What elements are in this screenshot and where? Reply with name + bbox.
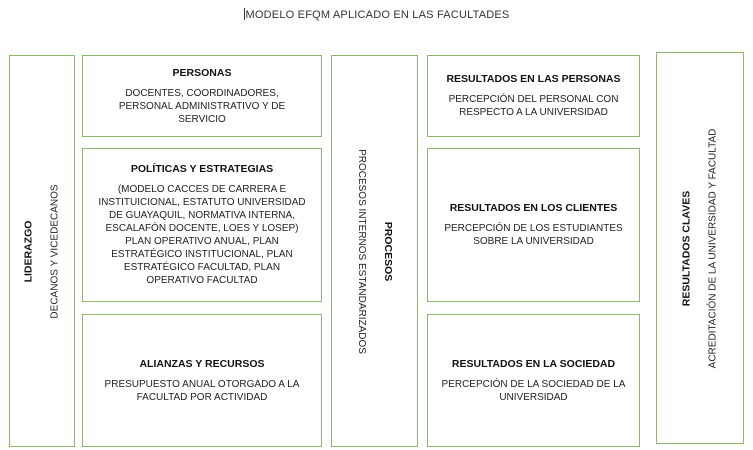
procesos-box	[331, 55, 418, 447]
procesos-text: PROCESOS INTERNOS ESTANDARIZADOS	[356, 148, 367, 354]
alianzas-text: PRESUPUESTO ANUAL OTORGADO A LA FACULTAD POR ACTIVIDAD	[104, 378, 300, 403]
liderazgo-box	[9, 55, 75, 447]
resultados-sociedad-box	[427, 314, 640, 447]
resultados-clientes-box	[427, 148, 640, 302]
liderazgo-text: DECANOS Y VICEDECANOS	[49, 183, 61, 319]
procesos-content	[355, 149, 394, 354]
resultados-claves-box	[656, 52, 744, 444]
alianzas-box	[82, 314, 322, 447]
procesos-heading: PROCESOS	[382, 221, 394, 281]
resultados-claves-text: ACREDITACIÓN DE LA UNIVERSIDAD Y FACULTAD	[707, 128, 719, 368]
resultados-claves-heading: RESULTADOS CLAVES	[680, 190, 693, 306]
liderazgo-heading: LIDERAZGO	[22, 220, 35, 282]
resultados-clientes-text: PERCEPCIÓN DE LOS ESTUDIANTES SOBRE LA UNIVERSIDAD	[444, 223, 623, 247]
personas-text: DOCENTES, COORDINADORES, PERSONAL ADMINISTRATIVO Y DE SERVICIO	[118, 87, 286, 125]
resultados-personas-heading: RESULTADOS EN LAS PERSONAS	[446, 73, 621, 85]
diagram-title	[0, 8, 753, 21]
politicas-heading: POLÍTICAS Y ESTRATEGIAS	[130, 163, 274, 175]
resultados-claves-content	[681, 128, 720, 368]
resultados-sociedad-heading: RESULTADOS EN LA SOCIEDAD	[451, 357, 616, 370]
resultados-personas-text: PERCEPCIÓN DEL PERSONAL CON RESPECTO A LA UNIVERSIDAD	[448, 94, 619, 118]
resultados-personas-box	[427, 55, 640, 137]
personas-heading: PERSONAS	[172, 66, 232, 79]
politicas-box	[82, 148, 322, 302]
personas-box	[82, 55, 322, 137]
resultados-clientes-heading: RESULTADOS EN LOS CLIENTES	[449, 202, 618, 214]
text-cursor	[244, 8, 245, 20]
alianzas-heading: ALIANZAS Y RECURSOS	[139, 357, 265, 370]
diagram-title-text: MODELO EFQM APLICADO EN LAS FACULTADES	[245, 9, 510, 21]
liderazgo-content	[23, 184, 62, 318]
politicas-text: (MODELO CACCES DE CARRERA E INSTITUICIONAL, ESTATUTO UNIVERSIDAD DE GUAYAQUIL, NORMATIVA INTERNA, ESCALAFÓN DOCENTE, LOES Y LOSEP) PLAN OPERATIVO ANUAL, PLAN ESTRATÉGICO INSTITUCIONAL, PLAN ESTRATÉGICO FACULTAD, PLAN OPERATIVO FACULTAD	[98, 184, 306, 286]
resultados-sociedad-text: PERCEPCIÓN DE LA SOCIEDAD DE LA UNIVERSIDAD	[441, 378, 626, 403]
